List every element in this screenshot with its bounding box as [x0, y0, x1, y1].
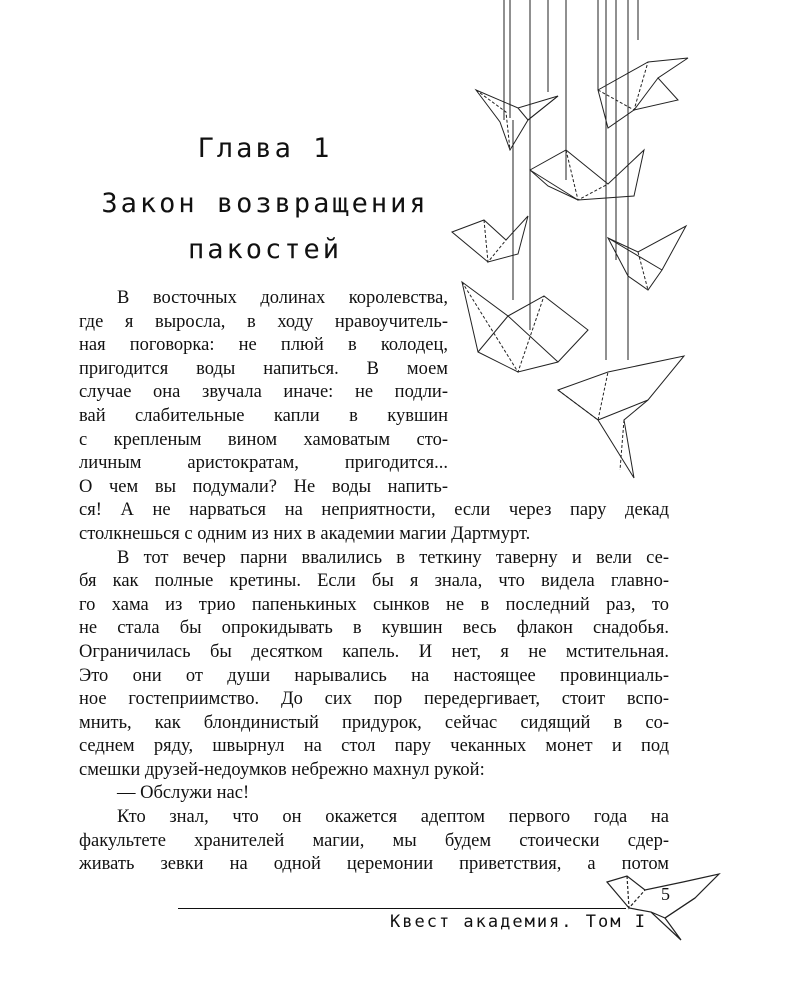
text-line: факультете хранителей магии, мы будем стоически сдер- [79, 830, 669, 851]
chapter-label: Глава 1 [197, 133, 333, 164]
text-line: с крепленым вином хамоватым сто- [79, 429, 448, 450]
text-line: О чем вы подумали? Не воды напить- [79, 476, 448, 497]
chapter-body-text [79, 287, 669, 877]
text-line: бя как полные кретины. Если бы я знала, что видела главно- [79, 571, 669, 592]
text-line: мнить, как блондинистый придурок, сейчас сидящий в со- [79, 712, 669, 733]
page-number: 5 [661, 884, 670, 904]
text-line: столкнешься с одним из них в академии магии Дартмурт. [79, 523, 531, 544]
text-line: не стала бы опрокидывать в кувшин весь флакон снадобья. [79, 618, 669, 639]
text-line: Это они от души нарывались на настоящее провинциаль- [79, 665, 669, 686]
footer-divider [178, 908, 626, 909]
text-line: — Обслужи нас! [117, 783, 250, 804]
text-line: Ограничилась бы десятком капель. И нет, я не мстительная. [79, 641, 669, 662]
chapter-title-line-2: пакостей [187, 234, 343, 265]
text-line: В тот вечер парни ввалились в теткину таверну и вели се- [117, 547, 669, 568]
text-line: В восточных долинах королевства, [117, 288, 448, 308]
text-line: седнем ряду, швырнул на стол пару чеканных монет и под [79, 736, 669, 757]
text-line: пригодится воды напиться. В моем [79, 358, 448, 379]
text-line: личным аристократам, пригодится... [79, 453, 448, 474]
chapter-title [100, 181, 430, 273]
text-line: ное гостеприимство. До сих пор передергивает, стоит вспо- [79, 689, 669, 710]
running-title: Квест академия. Том I [390, 912, 647, 932]
text-line: смешки друзей-недоумков небрежно махнул рукой: [79, 759, 485, 780]
text-line: Кто знал, что он окажется адептом первого года на [117, 807, 669, 828]
text-line: ная поговорка: не плюй в колодец, [79, 335, 448, 356]
text-line: живать зевки на одной церемонии приветствия, а потом [79, 854, 669, 875]
text-line: где я выросла, в ходу нравоучитель- [79, 311, 448, 332]
chapter-title-line-1: Закон возвращения [101, 188, 429, 219]
text-line: случае она звучала иначе: не подли- [79, 382, 448, 403]
text-line: го хама из трио папенькиных сынков не в последний раз, то [79, 594, 669, 615]
text-line: ся! А не нарваться на неприятности, если через пару декад [79, 500, 669, 521]
text-line: вай слабительные капли в кувшин [79, 405, 448, 426]
